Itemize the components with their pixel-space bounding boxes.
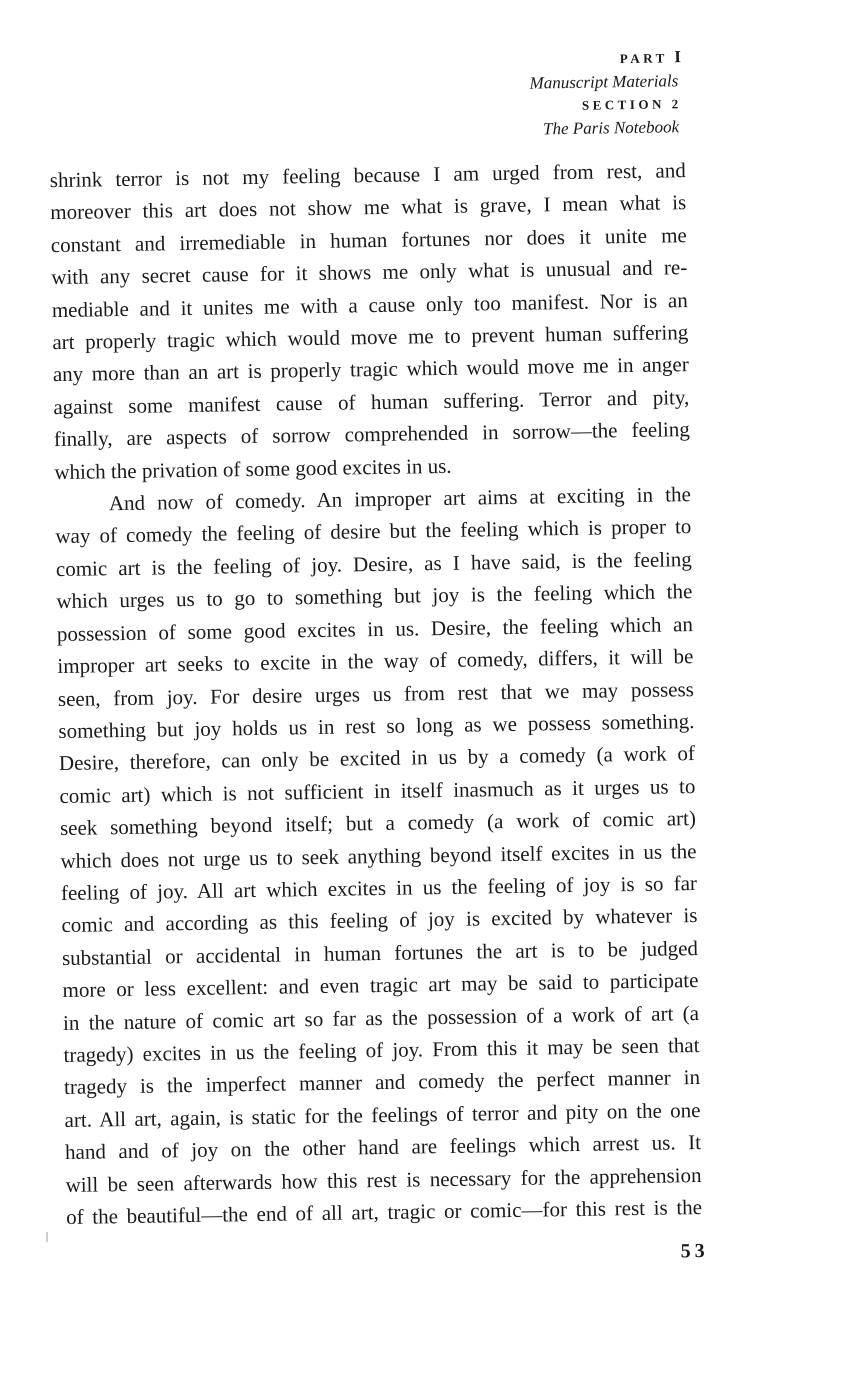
text-line: comic art is the feeling of joy. Desire, as I have said, is the feeling (55, 546, 693, 581)
text-line: any more than an art is properly tragic which would move me in anger (52, 352, 689, 387)
text-line: tragedy) excites in us the feeling of joy. From this it may be seen that (63, 1032, 700, 1067)
text-line: comic art) which is not sufficient in itself inasmuch as it urges us to (59, 773, 696, 808)
paragraph-2 (55, 478, 703, 1233)
text-line: art properly tragic which would move me to prevent human suffering (52, 320, 689, 355)
running-head (529, 45, 682, 140)
part-word: PART (619, 50, 668, 67)
text-line: way of comedy the feeling of desire but the feeling which is proper to (55, 514, 692, 549)
text-line: of the beautiful—the end of all art, tragic or comic—for this rest is the (65, 1195, 703, 1229)
text-line: shrink terror is not my feeling because I am urged from rest, and (49, 158, 686, 193)
scan-mark (46, 1232, 48, 1242)
text-line: mediable and it unites me with a cause only too manifest. Nor is an (51, 287, 688, 322)
text-line: improper art seeks to excite in the way of comedy, differs, it will be (57, 644, 694, 679)
text-line: which does not urge us to seek anything beyond itself excites in us the (60, 838, 697, 873)
section-label: SECTION 2 (581, 96, 682, 113)
text-line: more or less excellent: and even tragic art may be said to participate (62, 968, 699, 1003)
text-line: art. All art, again, is static for the feelings of terror and pity on the one (64, 1097, 701, 1132)
text-line: hand and of joy on the other hand are feelings which arrest us. It (64, 1130, 702, 1165)
text-line: And now of comedy. An improper art aims at exciting in the (108, 482, 691, 516)
page-number: 53 (680, 1239, 709, 1263)
text-line: something but joy holds us in rest so long as we possess something. (58, 708, 695, 743)
text-line: with any secret cause for it shows me only what is unusual and re- (51, 255, 688, 290)
text-line: possession of some good excites in us. Desire, the feeling which an (56, 611, 694, 646)
text-line: moreover this art does not show me what is grave, I mean what is (50, 190, 687, 225)
text-line: feeling of joy. All art which excites in us the feeling of joy is so far (60, 870, 698, 905)
text-line: seek something beyond itself; but a comedy (a work of comic art) (59, 806, 697, 841)
text-line: seen, from joy. For desire urges us from rest that we may possess (57, 676, 695, 711)
text-line: substantial or accidental in human fortunes the art is to be judged (61, 935, 699, 970)
part-label (529, 45, 681, 71)
part-title: Manuscript Materials (529, 71, 679, 93)
text-line: Desire, therefore, can only be excited in us by a comedy (a work of (58, 741, 696, 776)
part-number: I (674, 47, 682, 67)
text-line: will be seen afterwards how this rest is necessary for the apprehension (65, 1162, 702, 1197)
section-title: The Paris Notebook (542, 117, 680, 139)
text-line: constant and irremediable in human fortunes nor does it unite me (50, 222, 687, 257)
text-line: in the nature of comic art so far as the possession of a work of art (a (62, 1000, 700, 1035)
paragraph-1 (50, 154, 691, 488)
text-line: against some manifest cause of human suffering. Terror and pity, (53, 384, 690, 419)
text-line: finally, are aspects of sorrow comprehended in sorrow—the feeling (53, 417, 690, 452)
text-line: comic and according as this feeling of joy is excited by whatever is (61, 903, 698, 938)
body-text (50, 154, 703, 1233)
text-line: tragedy is the imperfect manner and comedy the perfect manner in (63, 1065, 701, 1100)
text-line: which urges us to go to something but joy is the feeling which the (56, 579, 693, 614)
text-line: which the privation of some good excites in us. (54, 453, 452, 484)
